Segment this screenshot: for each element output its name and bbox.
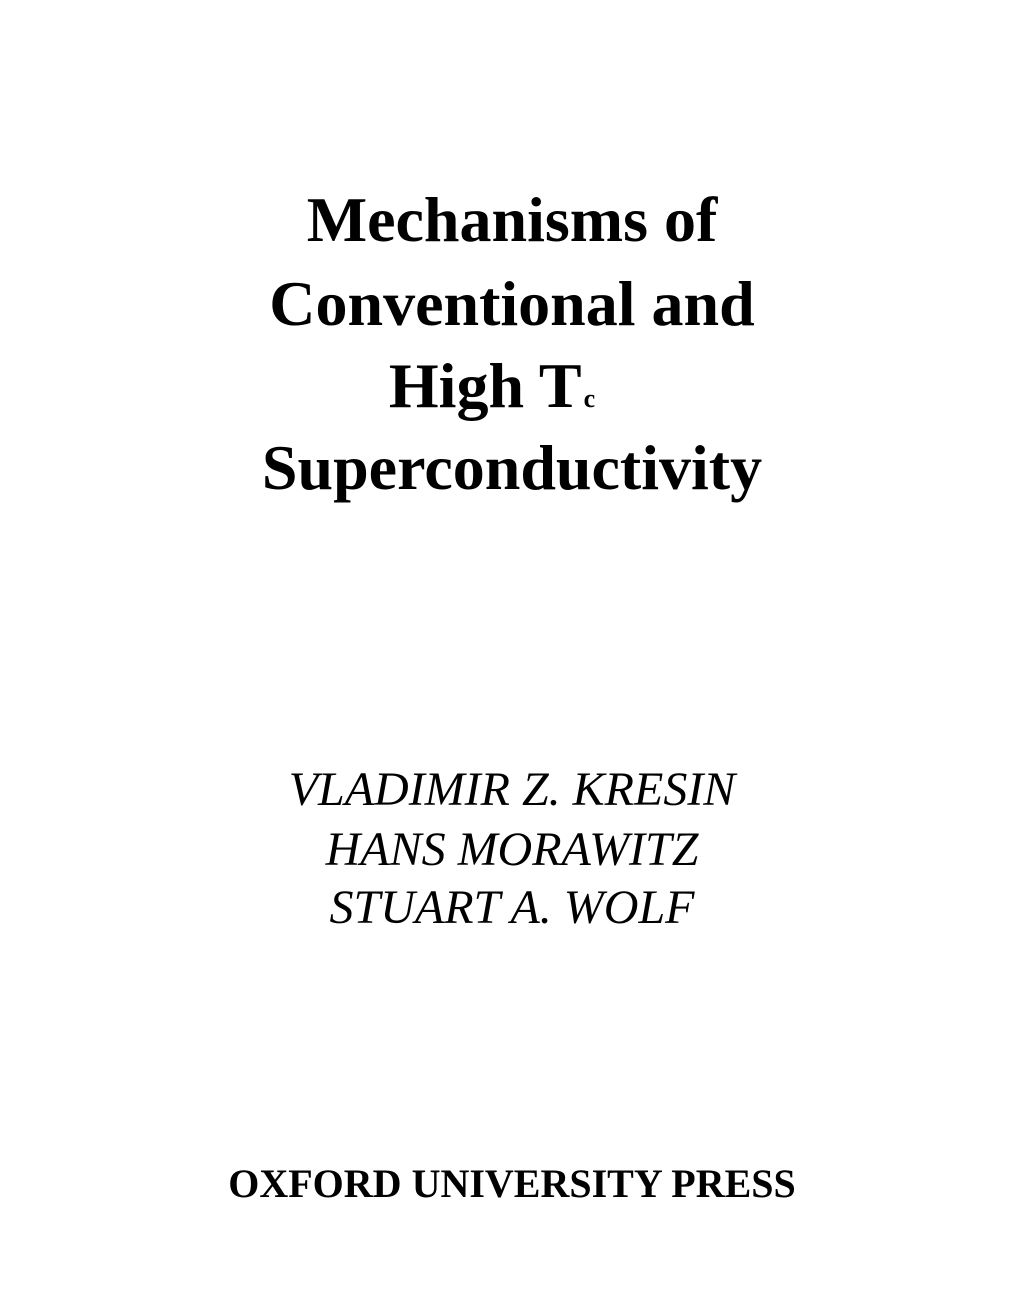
book-title-line-1: Mechanisms of <box>306 184 718 255</box>
book-title-subscript-c: c <box>583 384 596 413</box>
book-title-line-2: Conventional and <box>269 268 755 339</box>
publisher-name: OXFORD UNIVERSITY PRESS <box>228 1161 796 1206</box>
author-name: STUART A. WOLF <box>329 881 695 934</box>
author-name: HANS MORAWITZ <box>325 823 699 876</box>
book-title-line-4: Superconductivity <box>261 432 763 503</box>
book-title-line-3 <box>0 350 1004 422</box>
book-title-high-t: High T <box>388 350 582 421</box>
author-name: VLADIMIR Z. KRESIN <box>288 763 736 816</box>
